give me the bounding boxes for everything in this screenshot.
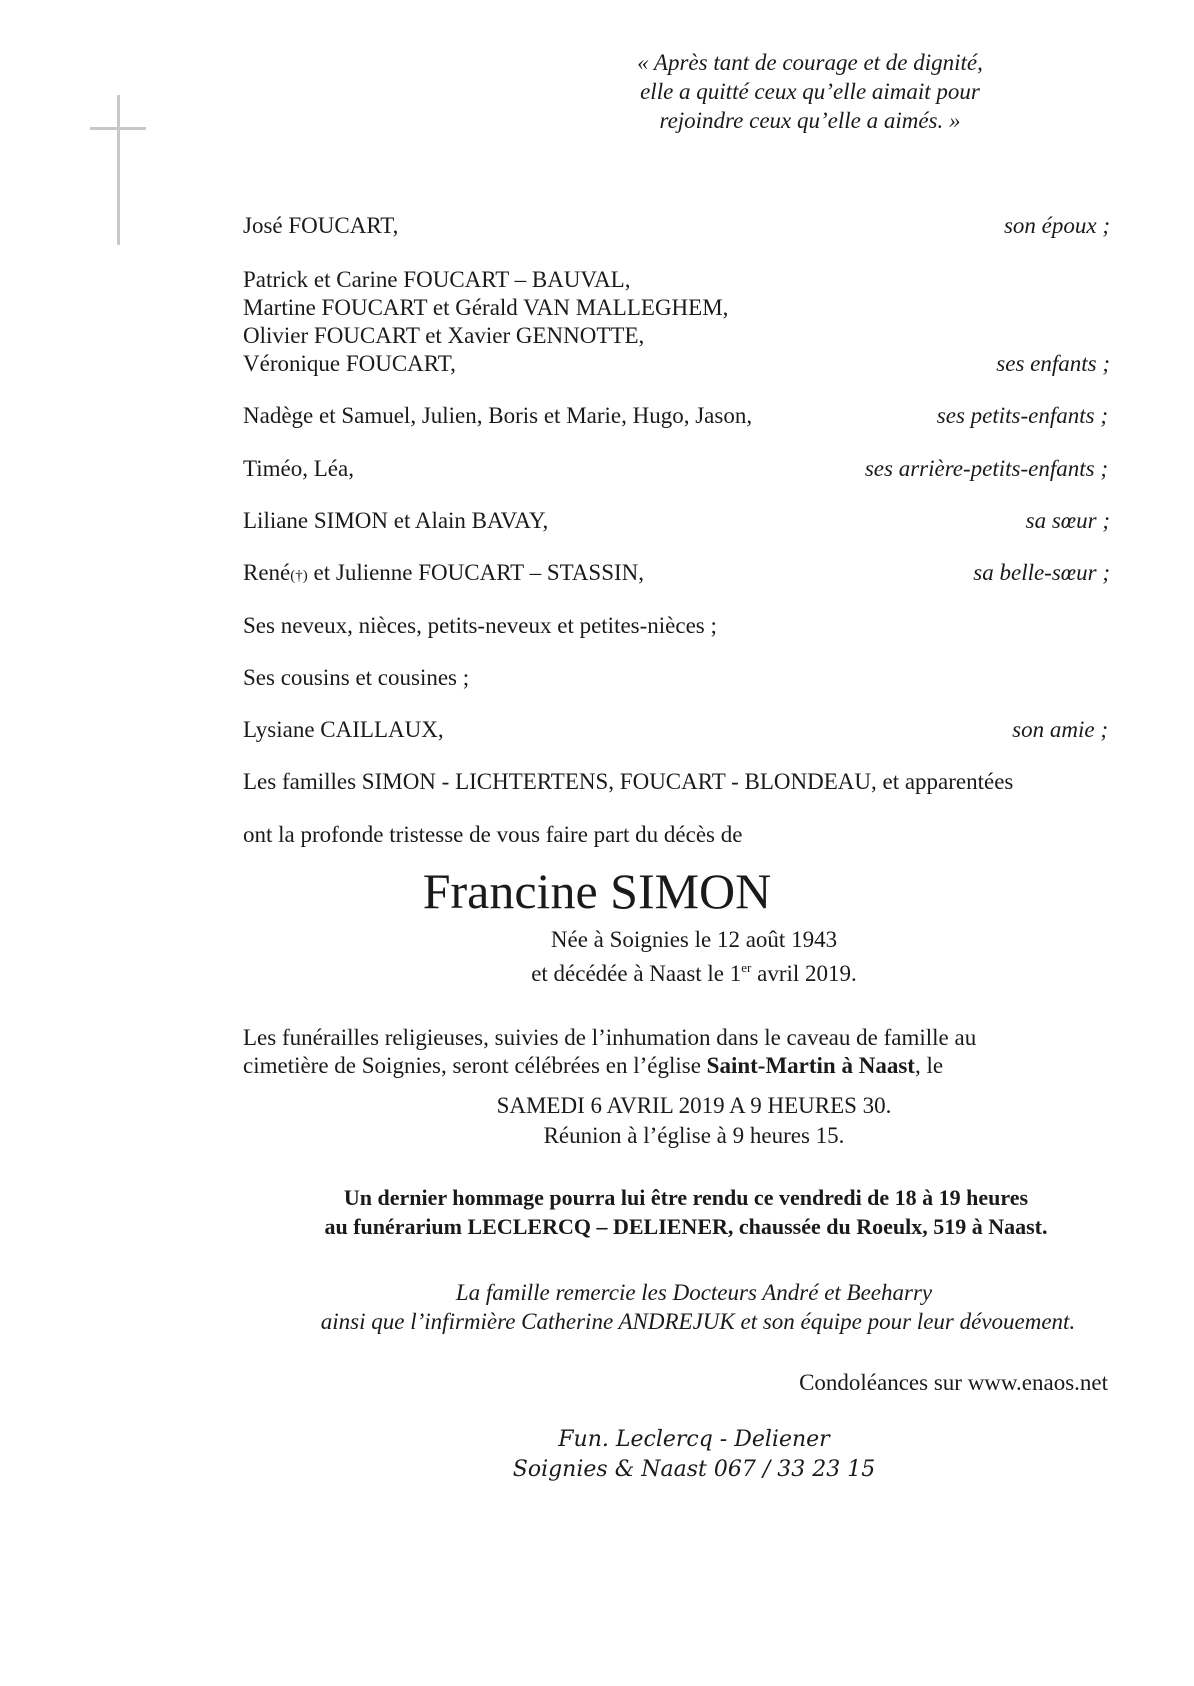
cross-icon [117,95,120,245]
spouse-name: José FOUCART, [243,213,399,238]
death-text: et décédée à Naast le 1 [531,961,742,986]
child-name: Véronique FOUCART, [243,351,456,376]
epitaph-quote [600,48,1020,135]
cross-icon-bar [90,127,146,130]
child-name: Olivier FOUCART et Xavier GENNOTTE, [243,323,645,348]
sister-relation: sa sœur ; [1025,508,1110,533]
condolences: Condoléances sur www.enaos.net [799,1370,1108,1395]
death-sup: er [741,960,752,975]
children-relation: ses enfants ; [996,351,1110,376]
announcement: ont la profonde tristesse de vous faire part du décès de [243,822,743,847]
child-name: Martine FOUCART et Gérald VAN MALLEGHEM, [243,295,729,320]
great-grandchildren-names: Timéo, Léa, [243,456,354,481]
dagger-mark: (†) [290,568,308,584]
sister-in-law-first: René [243,560,291,585]
undertaker-name: Fun. Leclercq - Deliener [558,1427,830,1452]
thanks-line-2: ainsi que l’infirmière Catherine ANDREJUK et son équipe pour leur dévouement. [320,1309,1076,1334]
death-date: avril 2019. [751,961,857,986]
friend-name: Lysiane CAILLAUX, [243,717,444,742]
child-name: Patrick et Carine FOUCART – BAUVAL, [243,267,631,292]
quote-line: rejoindre ceux qu’elle a aimés. » [659,108,961,133]
meeting-time: Réunion à l’église à 9 heures 15. [543,1123,845,1148]
funeral-text-end: , le [914,1053,944,1078]
thanks-line-1: La famille remercie les Docteurs André et Beeharry [455,1280,933,1305]
birth-line: Née à Soignies le 12 août 1943 [550,927,838,952]
cousins-line: Ses cousins et cousines ; [243,665,470,690]
great-grandchildren-relation: ses arrière-petits-enfants ; [864,456,1108,481]
spouse-relation: son époux ; [1003,213,1110,238]
funeral-date: SAMEDI 6 AVRIL 2019 A 9 HEURES 30. [496,1093,892,1118]
sister-in-law-rest: et Julienne FOUCART – STASSIN, [307,560,645,585]
tribute-line-1: Un dernier hommage pourra lui être rendu ce vendredi de 18 à 19 heures [343,1185,1029,1210]
tribute-line-2: au funérarium LECLERCQ – DELIENER, chaussée du Roeulx, 519 à Naast. [324,1214,1048,1239]
deceased-name: Francine SIMON [422,863,772,919]
grandchildren-relation: ses petits-enfants ; [936,403,1108,428]
nephews-line: Ses neveux, nièces, petits-neveux et petites-nièces ; [243,613,717,638]
quote-line: « Après tant de courage et de dignité, [637,50,983,75]
friend-relation: son amie ; [1012,717,1108,742]
funeral-line-2 [243,1052,943,1080]
undertaker-contact: Soignies & Naast 067 / 33 23 15 [512,1457,876,1482]
church-name: Saint-Martin à Naast [706,1053,915,1078]
sister-in-law-relation: sa belle-sœur ; [973,560,1110,585]
quote-line: elle a quitté ceux qu’elle aimait pour [640,79,980,104]
grandchildren-names: Nadège et Samuel, Julien, Boris et Marie, Hugo, Jason, [243,403,753,428]
families-line: Les familles SIMON - LICHTERTENS, FOUCART - BLONDEAU, et apparentées [243,769,1014,794]
sister-name: Liliane SIMON et Alain BAVAY, [243,508,549,533]
funeral-line-1: Les funérailles religieuses, suivies de l’inhumation dans le caveau de famille au [243,1025,977,1050]
death-line [0,954,1194,988]
sister-in-law-name [243,559,644,590]
funeral-text: cimetière de Soignies, seront célébrées en l’église [243,1053,707,1078]
